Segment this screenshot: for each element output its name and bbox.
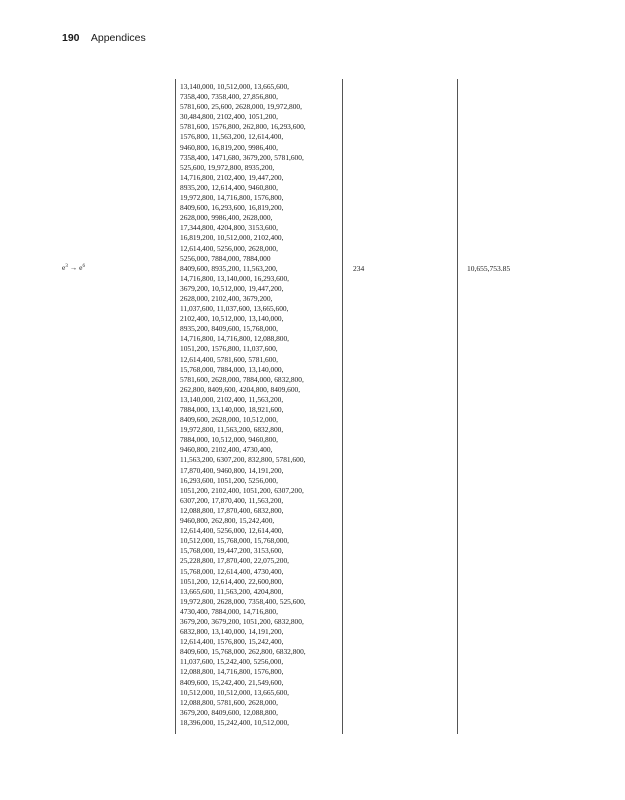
number-line: 10,512,000, 10,512,000, 13,665,600, bbox=[180, 687, 290, 697]
label-base: e bbox=[79, 263, 83, 272]
number-line: 7358,400, 1471,680, 3679,200, 5781,600, bbox=[180, 152, 304, 162]
number-line: 12,088,800, 17,870,400, 6832,800, bbox=[180, 505, 284, 515]
number-line: 11,037,600, 11,037,600, 13,665,600, bbox=[180, 304, 289, 314]
value-cell: 10,655,753.85 bbox=[467, 264, 511, 273]
number-line: 15,768,000, 12,614,400, 4730,400, bbox=[180, 566, 284, 576]
number-line: 19,972,800, 11,563,200, 6832,800, bbox=[180, 425, 284, 435]
number-line: 13,665,600, 11,563,200, 4204,800, bbox=[180, 586, 284, 596]
number-line: 25,228,800, 17,870,400, 22,075,200, bbox=[180, 556, 290, 566]
number-line: 15,768,000, 19,447,200, 3153,600, bbox=[180, 546, 284, 556]
number-line: 14,716,800, 2102,400, 19,447,200, bbox=[180, 172, 284, 182]
number-line: 6307,200, 17,870,400, 11,563,200, bbox=[180, 495, 284, 505]
number-line: 4730,400, 7884,000, 14,716,800, bbox=[180, 606, 278, 616]
number-line: 17,344,800, 4204,800, 3153,600, bbox=[180, 223, 278, 233]
section-title: Appendices bbox=[90, 32, 146, 44]
number-line: 30,484,800, 2102,400, 1051,200, bbox=[180, 112, 278, 122]
number-line: 8409,600, 15,242,400, 21,549,600, bbox=[180, 677, 284, 687]
number-line: 9460,800, 262,800, 15,242,400, bbox=[180, 516, 275, 526]
number-line: 14,716,800, 14,716,800, 12,088,800, bbox=[180, 334, 290, 344]
number-line: 8935,200, 12,614,400, 9460,800, bbox=[180, 182, 278, 192]
label-base: e bbox=[62, 263, 66, 272]
number-line: 15,768,000, 7884,000, 13,140,000, bbox=[180, 364, 284, 374]
number-line: 5781,600, 1576,800, 262,800, 16,293,600, bbox=[180, 122, 306, 132]
arrow: → bbox=[69, 263, 78, 272]
number-line: 5781,600, 25,600, 2628,000, 19,972,800, bbox=[180, 102, 302, 112]
number-line: 8409,600, 16,293,600, 16,819,200, bbox=[180, 203, 284, 213]
row-label bbox=[62, 263, 85, 272]
number-line: 3679,200, 10,512,000, 19,447,200, bbox=[180, 283, 284, 293]
number-line: 18,396,000, 15,242,400, 10,512,000, bbox=[180, 717, 290, 727]
column-divider bbox=[457, 79, 458, 734]
number-line: 13,140,000, 10,512,000, 13,665,600, bbox=[180, 82, 290, 91]
column-divider bbox=[175, 79, 176, 734]
number-line: 7884,000, 10,512,000, 9460,800, bbox=[180, 435, 278, 445]
label-exponent: 3 bbox=[65, 264, 68, 269]
number-line: 12,614,400, 5256,000, 2628,000, bbox=[180, 243, 278, 253]
number-line: 3679,200, 8409,600, 12,088,800, bbox=[180, 707, 278, 717]
number-line: 8409,600, 2628,000, 10,512,000, bbox=[180, 415, 278, 425]
number-line: 1051,200, 12,614,400, 22,600,800, bbox=[180, 576, 284, 586]
number-line: 7884,000, 13,140,000, 18,921,600, bbox=[180, 405, 284, 414]
number-line: 525,600, 19,972,800, 8935,200, bbox=[180, 162, 275, 172]
number-line: 9460,800, 16,819,200, 9986,400, bbox=[180, 142, 278, 152]
number-line: 5256,000, 7884,000, 7884,000 bbox=[180, 253, 271, 263]
number-line: 19,972,800, 2628,000, 7358,400, 525,600, bbox=[180, 596, 306, 606]
number-line: 6832,800, 13,140,000, 14,191,200, bbox=[180, 627, 284, 637]
number-line: 2102,400, 10,512,000, 13,140,000, bbox=[180, 314, 284, 324]
number-line: 10,512,000, 15,768,000, 15,768,000, bbox=[180, 536, 290, 546]
number-line: 12,614,400, 5256,000, 12,614,400, bbox=[180, 526, 284, 536]
number-line: 12,614,400, 5781,600, 5781,600, bbox=[180, 354, 278, 364]
number-line: 11,563,200, 6307,200, 832,800, 5781,600, bbox=[180, 455, 306, 465]
number-list bbox=[180, 82, 306, 728]
number-line: 13,140,000, 2102,400, 11,563,200, bbox=[180, 394, 284, 404]
label-exponent: 6 bbox=[82, 264, 85, 269]
number-line: 16,293,600, 1051,200, 5256,000, bbox=[180, 475, 278, 485]
number-line: 5781,600, 2628,000, 7884,000, 6832,800, bbox=[180, 374, 304, 384]
number-line: 9460,800, 2102,400, 4730,400, bbox=[180, 445, 273, 455]
number-line: 262,800, 8409,600, 4204,800, 8409,600, bbox=[180, 384, 301, 394]
number-line: 12,614,400, 1576,800, 15,242,400, bbox=[180, 637, 284, 647]
number-line: 19,972,800, 14,716,800, 1576,800, bbox=[180, 193, 284, 203]
number-line: 12,088,800, 5781,600, 2628,000, bbox=[180, 697, 278, 707]
page-number: 190 bbox=[62, 32, 80, 44]
number-line: 3679,200, 3679,200, 1051,200, 6832,800, bbox=[180, 616, 304, 626]
number-line: 2628,000, 2102,400, 3679,200, bbox=[180, 293, 273, 303]
number-line: 1576,800, 11,563,200, 12,614,400, bbox=[180, 132, 284, 142]
number-line: 12,088,800, 14,716,800, 1576,800, bbox=[180, 667, 284, 677]
number-line: 16,819,200, 10,512,000, 2102,400, bbox=[180, 233, 284, 243]
count-cell: 234 bbox=[353, 264, 365, 273]
number-line: 11,037,600, 15,242,400, 5256,000, bbox=[180, 657, 284, 667]
number-line: 14,716,800, 13,140,000, 16,293,600, bbox=[180, 273, 290, 283]
number-line: 7358,400, 7358,400, 27,856,800, bbox=[180, 92, 278, 102]
number-line: 2628,000, 9986,400, 2628,000, bbox=[180, 213, 273, 223]
number-line: 8935,200, 8409,600, 15,768,000, bbox=[180, 324, 278, 334]
number-line: 8409,600, 8935,200, 11,563,200, bbox=[180, 263, 278, 273]
number-line: 17,870,400, 9460,800, 14,191,200, bbox=[180, 465, 284, 475]
number-line: 1051,200, 2102,400, 1051,200, 6307,200, bbox=[180, 485, 304, 495]
column-divider bbox=[342, 79, 343, 734]
number-line: 8409,600, 15,768,000, 262,800, 6832,800, bbox=[180, 647, 306, 657]
number-line: 1051,200, 1576,800, 11,037,600, bbox=[180, 344, 278, 354]
running-head bbox=[62, 32, 146, 44]
